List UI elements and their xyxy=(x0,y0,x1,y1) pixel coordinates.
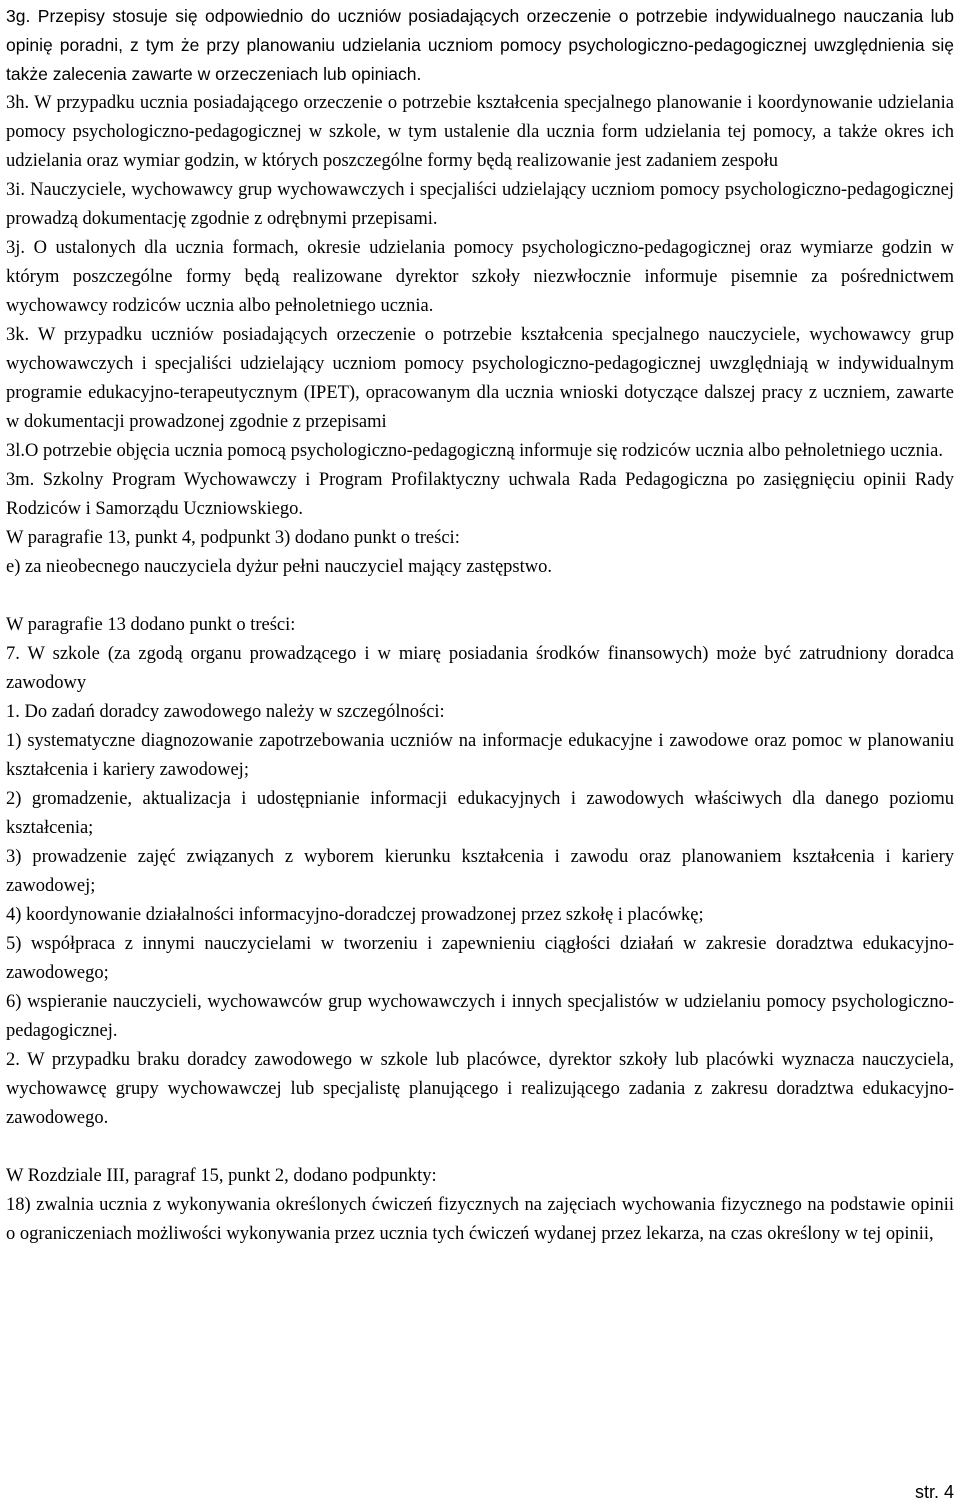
paragraph-3g: 3g. Przepisy stosuje się odpowiednio do uczniów posiadających orzeczenie o potrzebie indywidualnego nauczania lub opinię poradni, z tym że przy planowaniu udzielania uczniom pomocy psychologiczno-pedagogicznej uwzględnienia się także zalecenia zawarte w orzeczeniach lub opiniach. xyxy=(6,6,954,84)
amendment-heading-chapter-3: W Rozdziale III, paragraf 15, punkt 2, dodano podpunkty: xyxy=(6,1166,437,1186)
paragraph-3l: 3l.O potrzebie objęcia ucznia pomocą psychologiczno-pedagogiczną informuje się rodziców ucznia albo pełnoletniego ucznia. xyxy=(6,441,943,461)
point-e: e) za nieobecnego nauczyciela dyżur pełni nauczyciel mający zastępstwo. xyxy=(6,557,552,577)
list-item-4: 4) koordynowanie działalności informacyjno-doradczej prowadzonej przez szkołę i placówkę; xyxy=(6,905,704,925)
point-2: 2. W przypadku braku doradcy zawodowego w szkole lub placówce, dyrektor szkoły lub placówki wyznacza nauczyciela, wychowawcę grupy wychowawczej lub specjalistę planującego i realizującego zadania z zakresu doradztwa edukacyjno-zawodowego. xyxy=(6,1050,954,1128)
list-item-6: 6) wspieranie nauczycieli, wychowawców grup wychowawczych i innych specjalistów w udzielaniu pomocy psychologiczno-pedagogicznej. xyxy=(6,992,954,1041)
paragraph-3k: 3k. W przypadku uczniów posiadających orzeczenie o potrzebie kształcenia specjalnego nauczyciele, wychowawcy grup wychowawczych i specjaliści udzielający uczniom pomocy psychologiczno-pedagogicznej uwzględniają w indywidualnym programie edukacyjno-terapeutycznym (IPET), opracowanym dla ucznia wnioski dotyczące dalszej pracy z uczniem, zawarte w dokumentacji prowadzonej zgodnie z przepisami xyxy=(6,325,954,432)
point-1-tasks: 1. Do zadań doradcy zawodowego należy w szczególności: xyxy=(6,702,445,722)
document-page xyxy=(6,2,954,1249)
list-item-3: 3) prowadzenie zajęć związanych z wyborem kierunku kształcenia i zawodu oraz planowaniem kształcenia i kariery zawodowej; xyxy=(6,847,954,896)
list-item-5: 5) współpraca z innymi nauczycielami w tworzeniu i zapewnieniu ciągłości działań w zakresie doradztwa edukacyjno-zawodowego; xyxy=(6,934,954,983)
subpoint-18: 18) zwalnia ucznia z wykonywania określonych ćwiczeń fizycznych na zajęciach wychowania fizycznego na podstawie opinii o ograniczeniach możliwości wykonywania przez ucznia tych ćwiczeń wydanej przez lekarza, na czas określony w tej opinii, xyxy=(6,1195,954,1244)
paragraph-3h: 3h. W przypadku ucznia posiadającego orzeczenie o potrzebie kształcenia specjalnego planowanie i koordynowanie udzielania pomocy psychologiczno-pedagogicznej w szkole, w tym ustalenie dla ucznia form udzielania tej pomocy, a także okres ich udzielania oraz wymiar godzin, w których poszczególne formy będą realizowanie jest zadaniem zespołu xyxy=(6,93,954,171)
amendment-heading-13: W paragrafie 13 dodano punkt o treści: xyxy=(6,615,296,635)
paragraph-3j: 3j. O ustalonych dla ucznia formach, okresie udzielania pomocy psychologiczno-pedagogicznej oraz wymiarze godzin w którym poszczególne formy będą realizowane dyrektor szkoły niezwłocznie informuje pisemnie za pośrednictwem wychowawcy rodziców ucznia albo pełnoletniego ucznia. xyxy=(6,238,954,316)
paragraph-3m: 3m. Szkolny Program Wychowawczy i Program Profilaktyczny uchwala Rada Pedagogiczna po zasięgnięciu opinii Rady Rodziców i Samorządu Uczniowskiego. xyxy=(6,470,954,519)
spacer xyxy=(6,1133,954,1162)
page-number: str. 4 xyxy=(914,1482,954,1502)
list-item-1: 1) systematyczne diagnozowanie zapotrzebowania uczniów na informacje edukacyjne i zawodowe oraz pomoc w planowaniu kształcenia i kariery zawodowej; xyxy=(6,731,954,780)
spacer xyxy=(6,582,954,611)
paragraph-3i: 3i. Nauczyciele, wychowawcy grup wychowawczych i specjaliści udzielający uczniom pomocy psychologiczno-pedagogicznej prowadzą dokumentację zgodnie z odrębnymi przepisami. xyxy=(6,180,954,229)
amendment-heading-13-4-3: W paragrafie 13, punkt 4, podpunkt 3) dodano punkt o treści: xyxy=(6,528,460,548)
list-item-2: 2) gromadzenie, aktualizacja i udostępnianie informacji edukacyjnych i zawodowych właściwych dla danego poziomu kształcenia; xyxy=(6,789,954,838)
point-7: 7. W szkole (za zgodą organu prowadzącego i w miarę posiadania środków finansowych) może być zatrudniony doradca zawodowy xyxy=(6,644,954,693)
